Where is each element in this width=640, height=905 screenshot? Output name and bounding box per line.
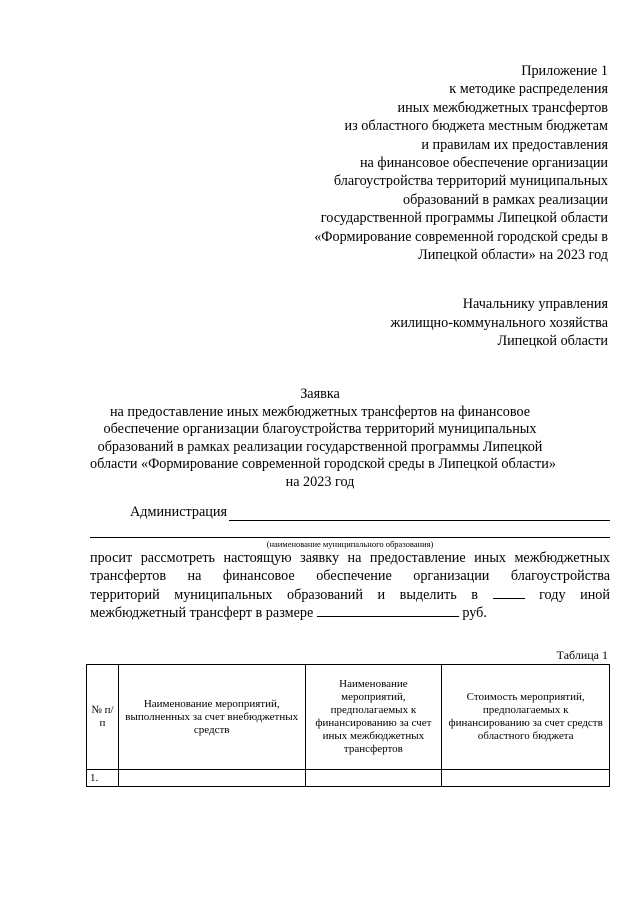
application-title: [90, 386, 556, 492]
title-heading: Заявка: [300, 386, 340, 402]
table-caption: Таблица 1: [556, 648, 608, 662]
appendix-line: иных межбюджетных трансфертов: [397, 99, 608, 116]
appendix-line: образований в рамках реализации: [402, 191, 608, 208]
request-line-year: [90, 586, 610, 605]
appendix-line: и правилам их предоставления: [421, 136, 608, 153]
municipality-name-blank[interactable]: [90, 537, 610, 538]
title-line: обеспечение организации благоустройства территорий муниципальных: [103, 421, 537, 438]
appendix-header: [248, 62, 608, 264]
activities-table: [86, 664, 610, 787]
appendix-line: из областного бюджета местным бюджетам: [344, 118, 608, 135]
request-line: трансфертов на финансовое обеспечение организации благоустройства: [90, 567, 610, 584]
appendix-line: Липецкой области» на 2023 год: [418, 247, 608, 264]
request-text: [90, 550, 610, 623]
appendix-line: благоустройства территорий муниципальных: [333, 173, 608, 190]
request-line: просит рассмотреть настоящую заявку на предоставление иных межбюджетных: [90, 550, 610, 566]
title-line: на 2023 год: [285, 473, 355, 490]
addressee-line: жилищно-коммунального хозяйства: [390, 314, 608, 331]
column-header-extrabudgetary: Наименование мероприятий, выполненных за счет внебюджетных средств: [118, 665, 305, 770]
administration-label: Администрация: [130, 504, 227, 520]
year-suffix: году иной: [539, 586, 610, 603]
addressee-block: [308, 295, 608, 351]
addressee-line: Начальнику управления: [462, 296, 608, 312]
appendix-line: к методике распределения: [449, 81, 608, 98]
title-line: области «Формирование современной городской среды в Липецкой области»: [90, 456, 556, 473]
request-line-amount: [90, 604, 610, 623]
request-line: территорий муниципальных образований и выделить в: [90, 586, 478, 603]
administration-blank[interactable]: [229, 506, 610, 521]
table-cell[interactable]: [442, 770, 610, 787]
title-line: образований в рамках реализации государственной программы Липецкой: [97, 438, 543, 455]
appendix-line: Приложение 1: [521, 63, 608, 79]
title-line: на предоставление иных межбюджетных трансфертов на финансовое: [109, 403, 531, 420]
appendix-line: на финансовое обеспечение организации: [359, 155, 608, 172]
table-cell[interactable]: [118, 770, 305, 787]
amount-prefix: межбюджетный трансферт в размере: [90, 605, 314, 622]
municipality-name-hint: (наименование муниципального образования): [266, 539, 434, 549]
table-row: [87, 770, 610, 787]
table-cell[interactable]: [305, 770, 442, 787]
column-header-number: № п/п: [87, 665, 119, 770]
year-blank[interactable]: [493, 586, 525, 599]
amount-suffix: руб.: [462, 605, 487, 622]
table-cell[interactable]: 1.: [87, 770, 119, 787]
amount-blank[interactable]: [317, 604, 459, 617]
appendix-line: государственной программы Липецкой области: [320, 210, 608, 227]
column-header-transfer-activities: Наименование мероприятий, предполагаемых к финансированию за счет иных межбюджетных трансфертов: [305, 665, 442, 770]
appendix-line: «Формирование современной городской среды в: [314, 228, 608, 245]
column-header-cost: Стоимость мероприятий, предполагаемых к финансированию за счет средств областного бюджета: [442, 665, 610, 770]
administration-field[interactable]: [130, 503, 610, 521]
addressee-line: Липецкой области: [497, 333, 608, 350]
